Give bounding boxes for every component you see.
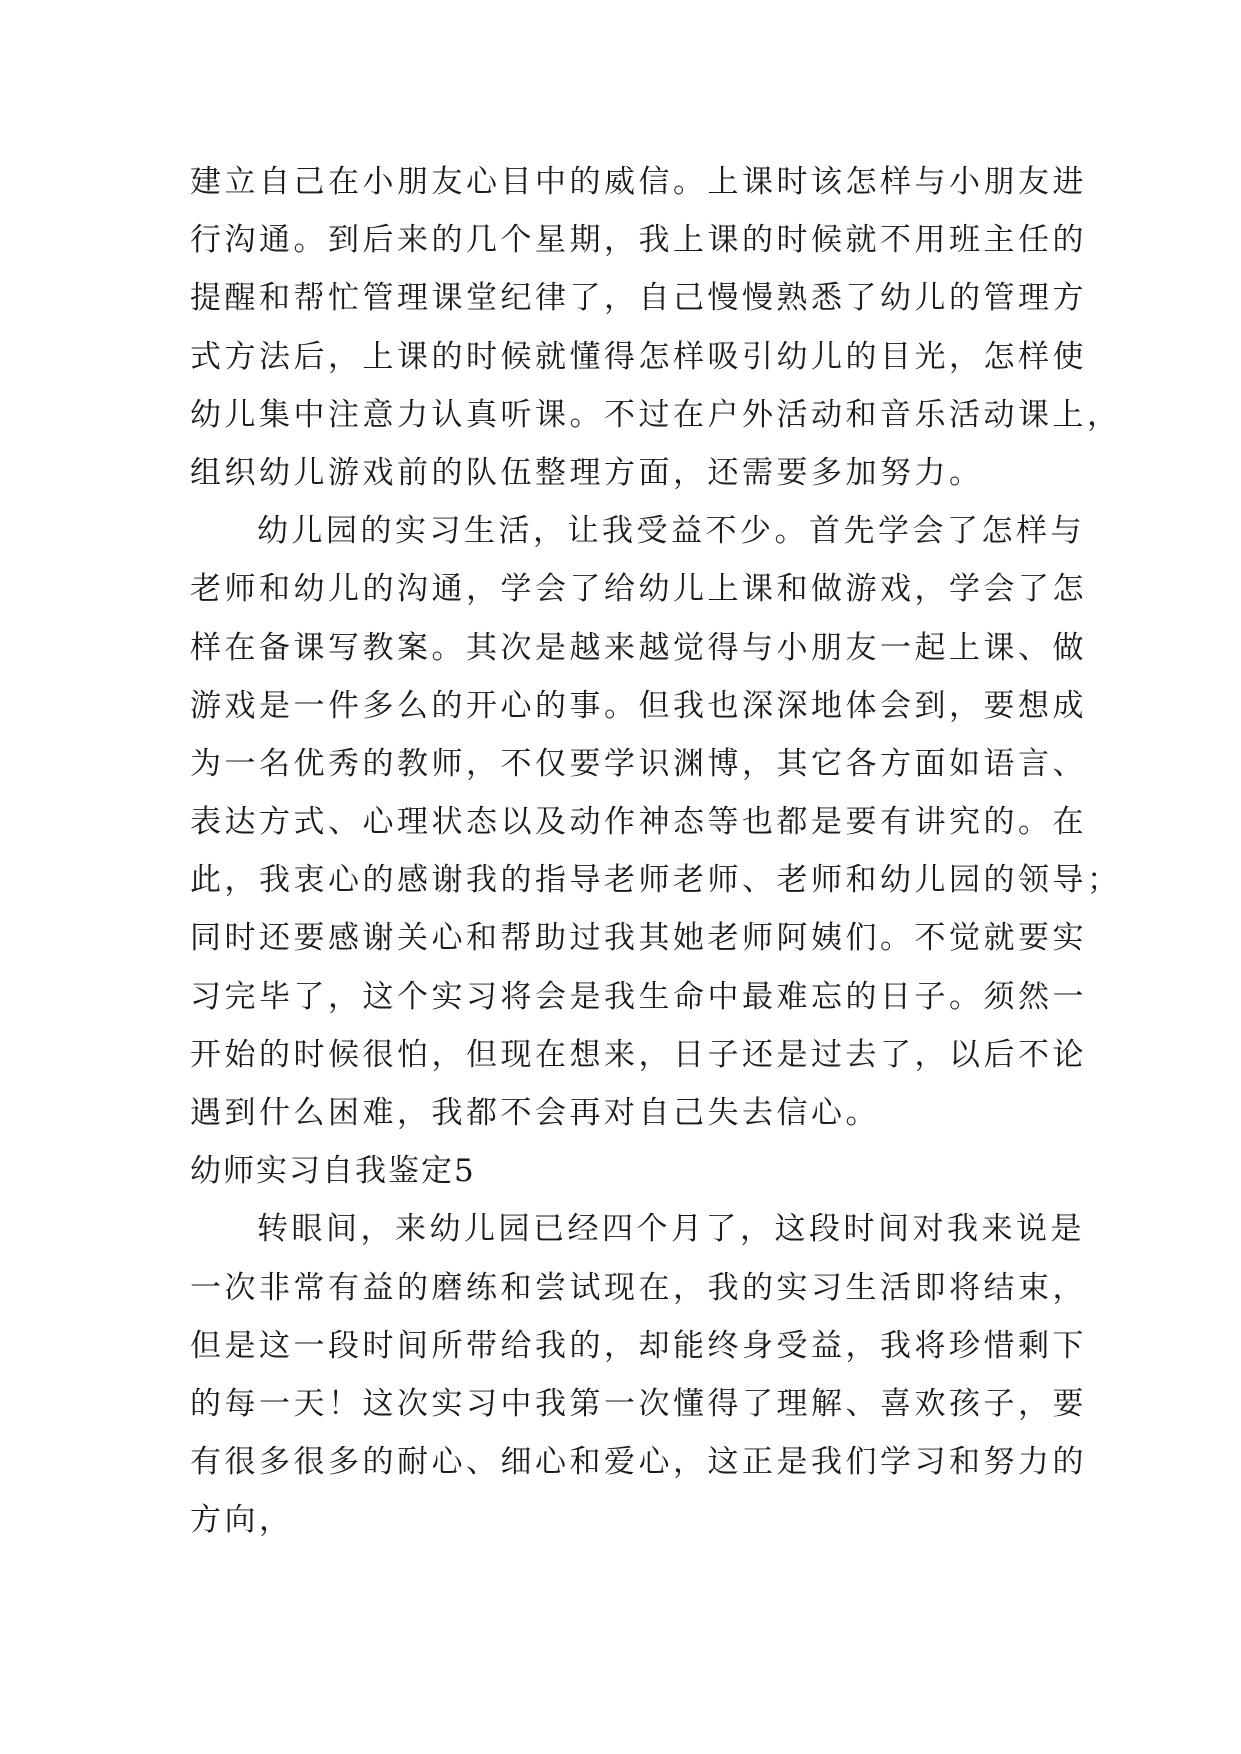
- text-line: 式方法后，上课的时候就懂得怎样吸引幼儿的目光，怎样使: [190, 338, 1087, 375]
- text-line: 有很多很多的耐心、细心和爱心，这正是我们学习和努力的: [190, 1444, 1087, 1481]
- text-line: 提醒和帮忙管理课堂纪律了，自己慢慢熟悉了幼儿的管理方: [190, 280, 1087, 317]
- paragraph-first-line: 转眼间，来幼儿园已经四个月了，这段时间对我来说是: [257, 1211, 1085, 1248]
- text-line: 此，我衷心的感谢我的指导老师老师、老师和幼儿园的领导；: [190, 862, 1122, 899]
- text-line: 开始的时候很怕，但现在想来，日子还是过去了，以后不论: [190, 1036, 1087, 1073]
- text-line: 行沟通。到后来的几个星期，我上课的时候就不用班主任的: [190, 222, 1087, 259]
- text-line: 为一名优秀的教师，不仅要学识渊博，其它各方面如语言、: [190, 745, 1087, 782]
- text-line: 样在备课写教案。其次是越来越觉得与小朋友一起上课、做: [190, 629, 1087, 666]
- text-line: 一次非常有益的磨练和尝试现在，我的实习生活即将结束，: [190, 1269, 1087, 1306]
- text-line: 习完毕了，这个实习将会是我生命中最难忘的日子。须然一: [190, 978, 1087, 1015]
- text-line: 遇到什么困难，我都不会再对自己失去信心。: [190, 1095, 880, 1131]
- text-line: 幼儿集中注意力认真听课。不过在户外活动和音乐活动课上，: [190, 396, 1122, 433]
- document-body: [190, 153, 1122, 1550]
- section-heading: 幼师实习自我鉴定5: [190, 1153, 476, 1190]
- text-line: 组织幼儿游戏前的队伍整理方面，还需要多加努力。: [190, 454, 984, 491]
- text-line: 建立自己在小朋友心目中的威信。上课时该怎样与小朋友进: [190, 164, 1087, 200]
- text-line: 的每一天！这次实习中我第一次懂得了理解、喜欢孩子，要: [190, 1385, 1087, 1422]
- text-line: 方向，: [190, 1502, 294, 1539]
- paragraph-first-line: 幼儿园的实习生活，让我受益不少。首先学会了怎样与: [257, 513, 1085, 550]
- text-line: 表达方式、心理状态以及动作神态等也都是要有讲究的。在: [190, 804, 1087, 841]
- text-line: 游戏是一件多么的开心的事。但我也深深地体会到，要想成: [190, 687, 1087, 724]
- text-line: 但是这一段时间所带给我的，却能终身受益，我将珍惜剩下: [190, 1327, 1087, 1364]
- text-line: 同时还要感谢关心和帮助过我其她老师阿姨们。不觉就要实: [190, 920, 1087, 957]
- text-line: 老师和幼儿的沟通，学会了给幼儿上课和做游戏，学会了怎: [190, 571, 1087, 608]
